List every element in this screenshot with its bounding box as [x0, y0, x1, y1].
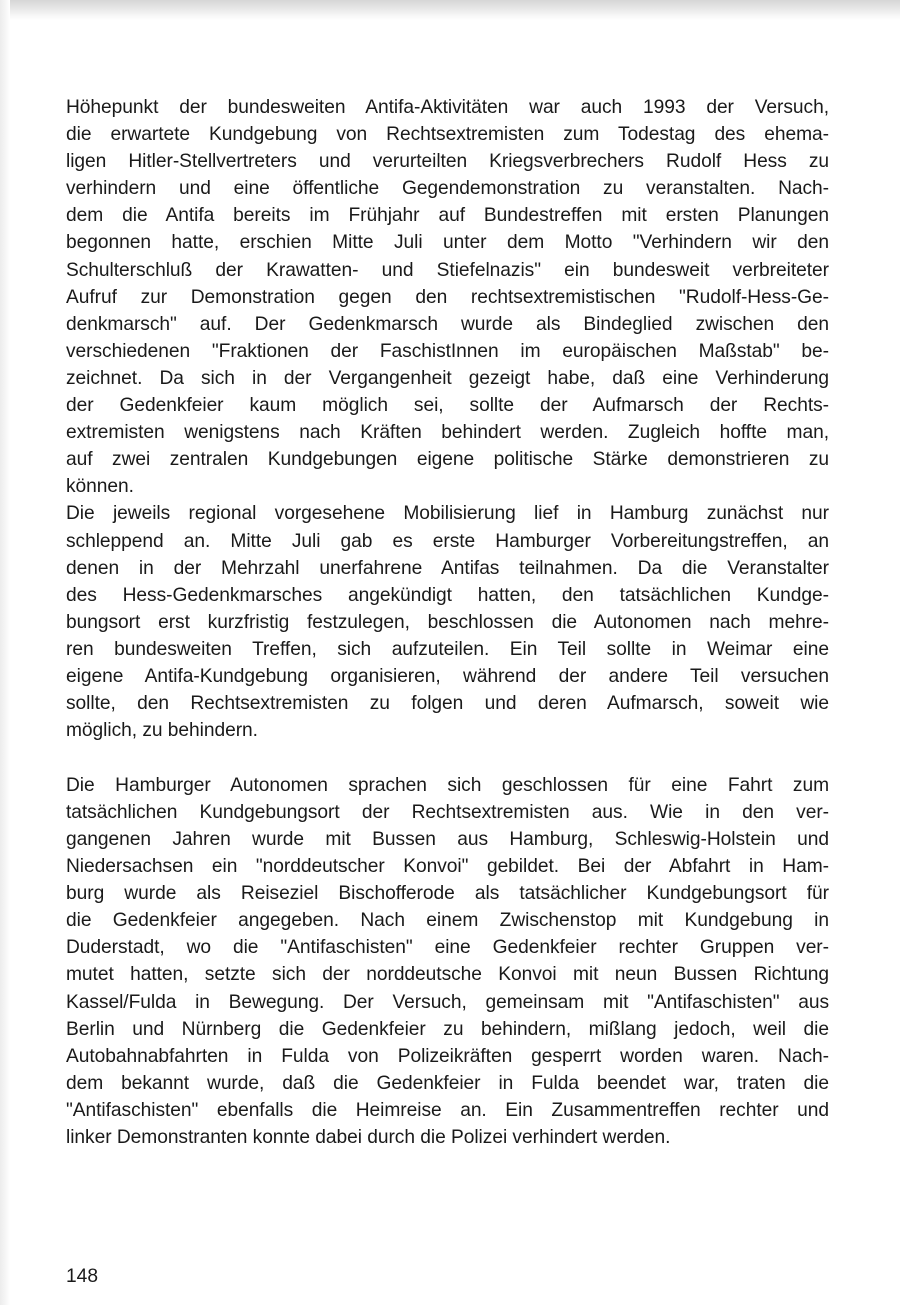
text-line: linker Demonstranten konnte dabei durch die Polizei verhindert werden.	[66, 1126, 671, 1148]
text-line: schleppend an. Mitte Juli gab es erste Hamburger Vorbereitungstreffen, an	[66, 530, 829, 552]
paragraph-spacer	[66, 744, 829, 772]
body-text	[66, 94, 829, 1151]
text-line: Duderstadt, wo die "Antifaschisten" eine Gedenkfeier rechter Gruppen ver-	[66, 937, 829, 959]
text-line: des Hess-Gedenkmarsches angekündigt hatten, den tatsächlichen Kundge-	[66, 584, 829, 606]
text-line: tatsächlichen Kundgebungsort der Rechtsextremisten aus. Wie in den ver-	[66, 801, 829, 823]
text-line: Höhepunkt der bundesweiten Antifa-Aktivitäten war auch 1993 der Versuch,	[66, 97, 829, 118]
text-line: extremisten wenigstens nach Kräften behindert werden. Zugleich hoffte man,	[66, 422, 829, 444]
text-line: burg wurde als Reiseziel Bischofferode als tatsächlicher Kundgebungsort für	[66, 883, 829, 905]
paragraph-3	[66, 772, 829, 1151]
text-line: Schulterschluß der Krawatten- und Stiefelnazis" ein bundesweit verbreiteter	[66, 259, 829, 281]
text-line: zeichnet. Da sich in der Vergangenheit gezeigt habe, daß eine Verhinderung	[66, 367, 829, 389]
text-line: Niedersachsen ein "norddeutscher Konvoi" gebildet. Bei der Abfahrt in Ham-	[66, 856, 829, 878]
scan-shadow-left	[0, 0, 10, 1305]
text-line: "Antifaschisten" ebenfalls die Heimreise an. Ein Zusammentreffen rechter und	[66, 1099, 829, 1121]
text-line: eigene Antifa-Kundgebung organisieren, während der andere Teil versuchen	[66, 665, 829, 687]
text-line: dem bekannt wurde, daß die Gedenkfeier in Fulda beendet war, traten die	[66, 1072, 829, 1094]
text-line: Aufruf zur Demonstration gegen den rechtsextremistischen "Rudolf-Hess-Ge-	[66, 286, 829, 308]
text-line: Die jeweils regional vorgesehene Mobilisierung lief in Hamburg zunächst nur	[66, 503, 829, 525]
text-line: denkmarsch" auf. Der Gedenkmarsch wurde als Bindeglied zwischen den	[66, 313, 829, 335]
text-line: verschiedenen "Fraktionen der FaschistInnen im europäischen Maßstab" be-	[66, 340, 829, 362]
text-line: verhindern und eine öffentliche Gegendemonstration zu veranstalten. Nach-	[66, 178, 829, 200]
text-line: ligen Hitler-Stellvertreters und verurteilten Kriegsverbrechers Rudolf Hess zu	[66, 151, 829, 173]
text-line: Berlin und Nürnberg die Gedenkfeier zu behindern, mißlang jedoch, weil die	[66, 1018, 829, 1040]
text-line: begonnen hatte, erschien Mitte Juli unter dem Motto "Verhindern wir den	[66, 232, 829, 254]
text-line: mutet hatten, setzte sich der norddeutsche Konvoi mit neun Bussen Richtung	[66, 964, 829, 986]
text-line: denen in der Mehrzahl unerfahrene Antifas teilnahmen. Da die Veranstalter	[66, 557, 829, 579]
paragraph-1	[66, 94, 829, 500]
text-line: sollte, den Rechtsextremisten zu folgen und deren Aufmarsch, soweit wie	[66, 693, 829, 715]
paragraph-2	[66, 500, 829, 744]
text-line: bungsort erst kurzfristig festzulegen, beschlossen die Autonomen nach mehre-	[66, 611, 829, 633]
text-line: möglich, zu behindern.	[66, 720, 258, 742]
text-line: die erwartete Kundgebung von Rechtsextremisten zum Todestag des ehema-	[66, 124, 829, 146]
text-line: dem die Antifa bereits im Frühjahr auf Bundestreffen mit ersten Planungen	[66, 205, 829, 227]
text-line: auf zwei zentralen Kundgebungen eigene politische Stärke demonstrieren zu	[66, 449, 829, 471]
text-line: der Gedenkfeier kaum möglich sei, sollte der Aufmarsch der Rechts-	[66, 395, 829, 417]
text-line: können.	[66, 476, 134, 498]
page-number: 148	[66, 1266, 99, 1287]
scan-shadow-top	[0, 0, 900, 20]
text-line: die Gedenkfeier angegeben. Nach einem Zwischenstop mit Kundgebung in	[66, 910, 829, 932]
text-line: gangenen Jahren wurde mit Bussen aus Hamburg, Schleswig-Holstein und	[66, 828, 829, 850]
text-line: Die Hamburger Autonomen sprachen sich geschlossen für eine Fahrt zum	[66, 774, 829, 796]
text-line: ren bundesweiten Treffen, sich aufzuteilen. Ein Teil sollte in Weimar eine	[66, 638, 829, 660]
text-line: Kassel/Fulda in Bewegung. Der Versuch, gemeinsam mit "Antifaschisten" aus	[66, 991, 829, 1013]
text-line: Autobahnabfahrten in Fulda von Polizeikräften gesperrt worden waren. Nach-	[66, 1045, 829, 1067]
